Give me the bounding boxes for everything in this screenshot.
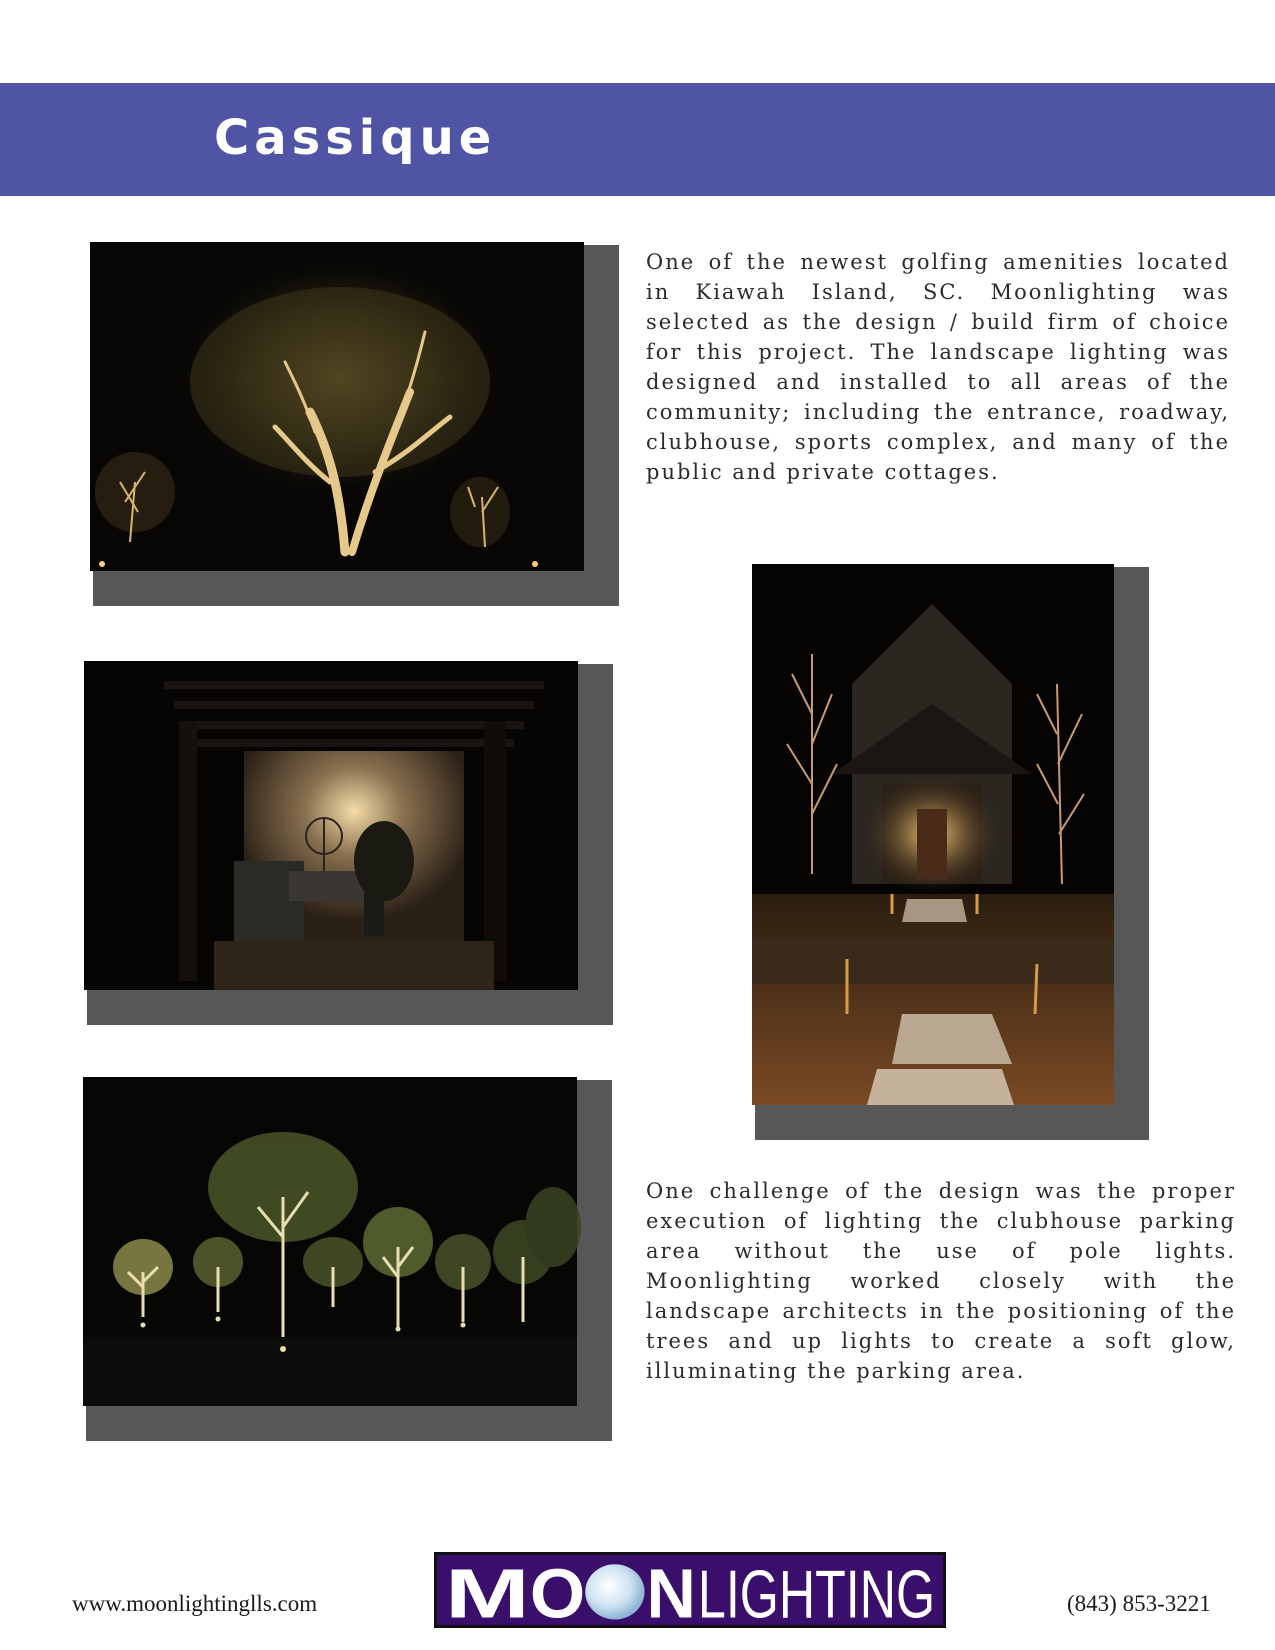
intro-paragraph: One of the newest golfing amenities located in Kiawah Island, SC. Moonlighting was selected as the design / build firm of choice for this project. The landscape lighting was designed and installed to all areas of the community; including the entrance, roadway, clubhouse, sports complex, and many of the public and private cottages. bbox=[646, 250, 1230, 484]
svg-text:LIGHTING: LIGHTING bbox=[697, 1555, 936, 1633]
photo-covered-porch bbox=[84, 661, 578, 990]
footer-website: www.moonlightinglls.com bbox=[72, 1591, 318, 1616]
svg-text:M: M bbox=[444, 1554, 530, 1634]
photo-parking-area-trees bbox=[83, 1077, 577, 1406]
photo-uplit-oak-tree bbox=[90, 242, 584, 571]
photo-cottage-walkway bbox=[752, 564, 1114, 1105]
page-title: Cassique bbox=[214, 110, 497, 166]
moonlighting-logo bbox=[434, 1552, 946, 1634]
svg-text:O: O bbox=[529, 1554, 586, 1634]
svg-text:N: N bbox=[646, 1554, 696, 1634]
challenge-paragraph: One challenge of the design was the proper execution of lighting the clubhouse parking area without the use of pole lights. Moonlighting worked closely with the landscape architects in the positioning of the trees and up lights to create a soft glow, illuminating the parking area. bbox=[646, 1179, 1236, 1383]
footer-phone: (843) 853-3221 bbox=[1067, 1591, 1211, 1616]
header-band bbox=[0, 83, 1275, 196]
